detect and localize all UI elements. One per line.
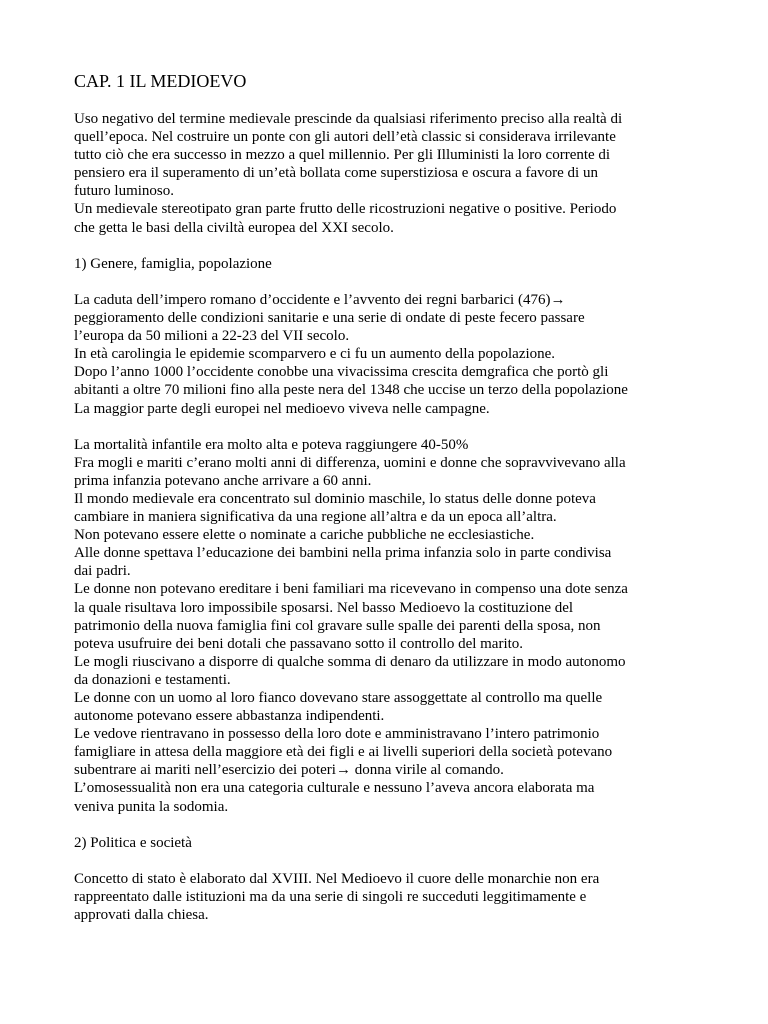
section-2-paragraph-stato: Concetto di stato è elaborato dal XVIII. Nel Medioevo il cuore delle monarchie non era rappreentato dalle istituzioni ma da una serie di singoli re succeduti leggitimamente e approvati dalla chiesa. xyxy=(74,870,600,924)
paragraph-spacer xyxy=(74,852,698,870)
intro-paragraph: Uso negativo del termine medievale prescinde da qualsiasi riferimento preciso alla realtà di quell’epoca. Nel costruire un ponte con gli autori dell’età classic si considerava irrilevante tutto ciò che era successo in mezzo a quel millennio. Per gli Illuministi la loro corrente di pensiero era il superamento di un’età bollata come superstiziosa e oscura a favore di un futuro luminoso. xyxy=(74,111,623,200)
paragraph-spacer xyxy=(74,237,698,255)
section-1-paragraph-popolazione: La caduta dell’impero romano d’occidente e l’avvento dei regni barbarici (476)→ peggioramento delle condizioni sanitarie e una serie di ondate di peste fecero passare l’europa da 50 milioni a 22-23 del VII secolo. In età carolingia le epidemie scomparvero e ci fu un aumento della popolazione. Dopo l’anno 1000 l’occidente conobbe una vivacissima crescita demgrafica che portò gli abitanti a oltre 70 milioni fino alla peste nera del 1348 che uccise un terzo della popolazione La maggior parte degli europei nel medioevo viveva nelle campagne. xyxy=(74,291,628,417)
paragraph-spacer xyxy=(74,273,698,291)
intro-paragraph-2: Un medievale stereotipato gran parte frutto delle ricostruzioni negative o positive. Periodo che getta le basi della civiltà europea del XXI secolo. xyxy=(74,201,617,236)
section-heading-genere: 1) Genere, famiglia, popolazione xyxy=(74,255,272,272)
document-page xyxy=(74,70,698,924)
document-title: CAP. 1 IL MEDIOEVO xyxy=(74,71,247,91)
paragraph-spacer xyxy=(74,816,698,834)
section-heading-politica: 2) Politica e società xyxy=(74,834,192,851)
section-1-paragraph-famiglia: La mortalità infantile era molto alta e poteva raggiungere 40-50% Fra mogli e mariti c’erano molti anni di differenza, uomini e donne che sopravvivevano alla prima infanzia potevano anche arrivare a 60 anni. Il mondo medievale era concentrato sul dominio maschile, lo status delle donne poteva cambiare in maniera significativa da una regione all’altra e da un epoca all’altra. Non potevano essere elette o nominate a cariche pubbliche ne ecclesiastiche. Alle donne spettava l’educazione dei bambini nella prima infanzia solo in parte condivisa dai padri. Le donne non potevano ereditare i beni familiari ma ricevevano in compenso una dote senza la quale risultava loro impossibile sposarsi. Nel basso Medioevo la costituzione del patrimonio della nuova famiglia fini col gravare sulle spalle dei parenti della sposa, non poteva usufruire dei beni dotali che passavano sotto il controllo del marito. Le mogli riuscivano a disporre di qualche somma di denaro da utilizzare in modo autonomo da donazioni e testamenti. Le donne con un uomo al loro fianco dovevano stare assoggettate al controllo ma quelle autonome potevano essere abbastanza indipendenti. Le vedove rientravano in possesso della loro dote e amministravano l’intero patrimonio famigliare in attesa della maggiore età dei figli e ai livelli superiori della società potevano subentrare ai mariti nell’esercizio dei poteri→ donna virile al comando. L’omosessualità non era una categoria culturale e nessuno l’aveva ancora elaborata ma veniva punita la sodomia. xyxy=(74,436,628,815)
paragraph-spacer xyxy=(74,418,698,436)
